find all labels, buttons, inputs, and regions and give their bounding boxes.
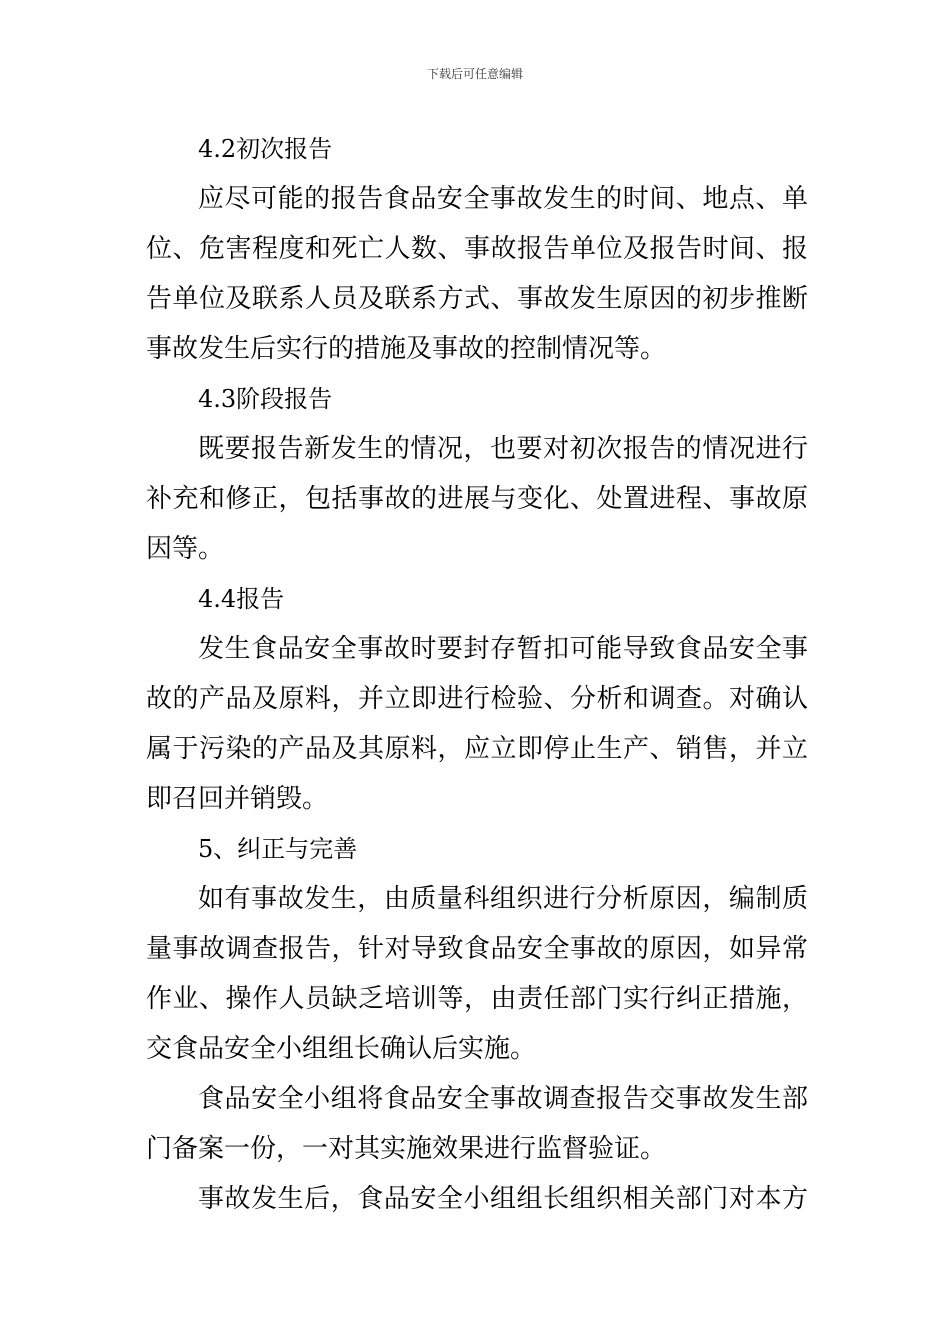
paragraph-line: 交食品安全小组组长确认后实施。 [146,1034,537,1064]
paragraph-line: 食品安全小组将食品安全事故调查报告交事故发生部 [198,1084,808,1114]
paragraph-line: 发生食品安全事故时要封存暂扣可能导致食品安全事 [198,634,808,664]
paragraph-line: 事故发生后实行的措施及事故的控制情况等。 [146,334,667,364]
section-heading: 4.2初次报告 [198,135,333,163]
paragraph-line: 属于污染的产品及其原料，应立即停止生产、销售，并立 [146,734,808,764]
paragraph-line: 补充和修正，包括事故的进展与变化、处置进程、事故原 [146,484,808,514]
paragraph-line: 故的产品及原料，并立即进行检验、分析和调查。对确认 [146,684,808,714]
paragraph-line: 门备案一份，一对其实施效果进行监督验证。 [146,1134,667,1164]
paragraph-line: 因等。 [146,534,225,564]
paragraph-line: 事故发生后，食品安全小组组长组织相关部门对本方 [198,1184,808,1214]
paragraph-line: 位、危害程度和死亡人数、事故报告单位及报告时间、报 [146,234,808,264]
paragraph-line: 作业、操作人员缺乏培训等，由责任部门实行纠正措施， [146,984,808,1014]
section-heading: 4.3阶段报告 [198,385,333,413]
document-body [146,124,808,1224]
paragraph-line: 量事故调查报告，针对导致食品安全事故的原因，如异常 [146,934,808,964]
section-heading: 5、纠正与完善 [198,835,358,863]
paragraph-line: 如有事故发生，由质量科组织进行分析原因，编制质 [198,884,808,914]
page-header-note: 下载后可任意编辑 [426,67,523,81]
paragraph-line: 即召回并销毁。 [146,784,329,814]
section-heading: 4.4报告 [198,585,285,613]
paragraph-line: 告单位及联系人员及联系方式、事故发生原因的初步推断 [146,284,808,314]
paragraph-line: 既要报告新发生的情况，也要对初次报告的情况进行 [198,434,808,464]
paragraph-line: 应尽可能的报告食品安全事故发生的时间、地点、单 [198,184,808,214]
